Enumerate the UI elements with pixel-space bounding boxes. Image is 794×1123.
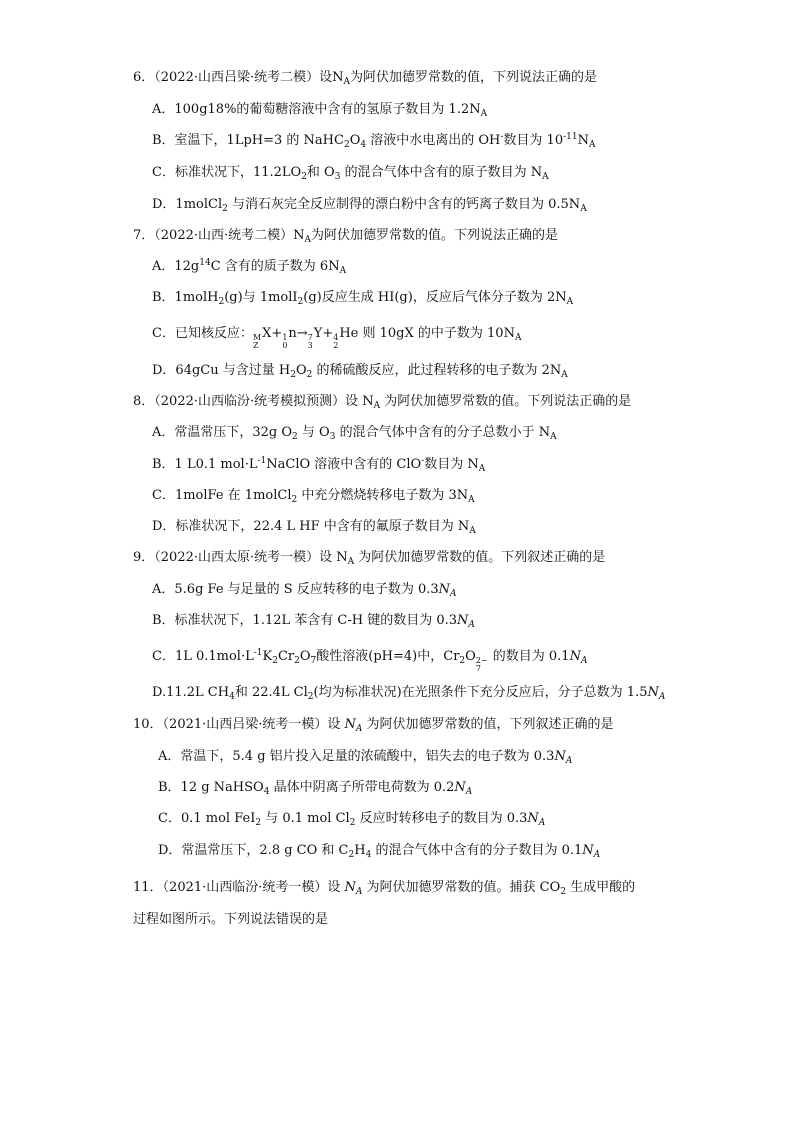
question-7-option-c: C．已知核反应： M Z X+ 1 0 n→ 7 3 Y+ 4 2 He 则 10gX 的中子数为 $10N_A$ <box>152 326 522 350</box>
question-6-option-a: A．100g18%的葡萄糖溶液中含有的氢原子数目为 $1.2N_A$ <box>152 102 488 119</box>
question-8-option-d: D．标准状况下，22.4 L HF 中含有的氟原子数目为 $N_A$ <box>152 519 476 536</box>
question-8-stem: 8．（2022·山西临汾·统考模拟预测）设 $N_A$ 为阿伏加德罗常数的值。下列说法正确的是 <box>133 394 632 411</box>
question-7-option-a: A．$12g^{14}C$ 含有的质子数为 $6N_A$ <box>152 258 347 276</box>
question-10-option-b: B．12 g NaHSO$_4$ 晶体中阴离子所带电荷数为 $0.2N_A$ <box>158 780 473 797</box>
question-7-option-d: D．64gCu 与含过量 $H_2O_2$ 的稀硫酸反应，此过程转移的电子数为 $2N_A$ <box>152 363 568 380</box>
question-6-option-b: B．室温下，1LpH=3 的 $NaHC_2O_4$ 溶液中水电离出的 OH-数目为 $10^{-11}N_A$ <box>152 132 596 150</box>
question-7-stem: 7．（2022·山西·统考二模）$N_A$为阿伏加德罗常数的值。下列说法正确的是 <box>133 228 559 245</box>
question-6-stem: 6．（2022·山西吕梁·统考二模）设$N_A$为阿伏加德罗常数的值，下列说法正确的是 <box>133 70 598 87</box>
question-11-stem: 11．（2021·山西临汾·统考一模）设 $N_A$ 为阿伏加德罗常数的值。捕获 $CO_2$ 生成甲酸的 <box>133 880 636 897</box>
question-9-stem: 9．（2022·山西太原·统考一模）设 $N_A$ 为阿伏加德罗常数的值。下列叙述正确的是 <box>133 550 606 567</box>
question-10-option-d: D．常温常压下，2.8 g CO 和 $C_2H_4$ 的混合气体中含有的分子数目为 $0.1N_A$ <box>158 843 601 860</box>
question-6-option-c: C．标准状况下，$11.2LO_2$和 $O_3$ 的混合气体中含有的原子数目为 $N_A$ <box>152 165 549 182</box>
question-9-option-b: B．标准状况下，1.12L 苯含有 C-H 键的数目为 $0.3N_A$ <box>152 613 475 630</box>
question-11-stem-continued: 过程如图所示。下列说法错误的是 <box>133 912 329 927</box>
question-8-option-b: B．1 L0.1 $mol\cdot L^{-1}NaClO$ 溶液中含有的 ClO-数目为 $N_A$ <box>152 456 486 474</box>
question-10-option-a: A．常温下，5.4 g 铝片投入足量的浓硫酸中，铝失去的电子数为 $0.3N_A$ <box>158 749 573 766</box>
question-7-option-b: B．1molH$_2$(g)与 1molI$_2$(g)反应生成 HI(g)，反应后气体分子数为 $2N_A$ <box>152 290 574 307</box>
question-6-option-d: D．1molCl$_2$ 与消石灰完全反应制得的漂白粉中含有的钙离子数目为 $0.5N_A$ <box>152 197 587 214</box>
question-10-option-c: C．0.1 mol FeI$_2$ 与 0.1 mol $Cl_2$ 反应时转移电子的数目为 $0.3N_A$ <box>158 811 546 828</box>
question-10-stem: 10．（2021·山西吕梁·统考一模）设 $N_A$ 为阿伏加德罗常数的值，下列叙述正确的是 <box>133 717 614 734</box>
question-8-option-a: A．常温常压下，32g $O_2$ 与 $O_3$ 的混合气体中含有的分子总数小于 $N_A$ <box>152 425 557 442</box>
question-9-option-d: D.11.2L $CH_4$和 22.4L $Cl_2$(均为标准状况)在光照条件下充分反应后，分子总数为 $1.5N_A$ <box>152 685 666 702</box>
question-8-option-c: C．1molFe 在 1molCl$_2$ 中充分燃烧转移电子数为 $3N_A$ <box>152 488 475 505</box>
question-9-option-c: C．1L $0.1mol\cdot L^{-1}K_2Cr_2O_7$酸性溶液(pH=4)中，$Cr_2O$ 2− 7 的数目为 $0.1N_A$ <box>152 648 588 673</box>
question-9-option-a: A．5.6g Fe 与足量的 S 反应转移的电子数为 $0.3N_A$ <box>152 582 457 599</box>
